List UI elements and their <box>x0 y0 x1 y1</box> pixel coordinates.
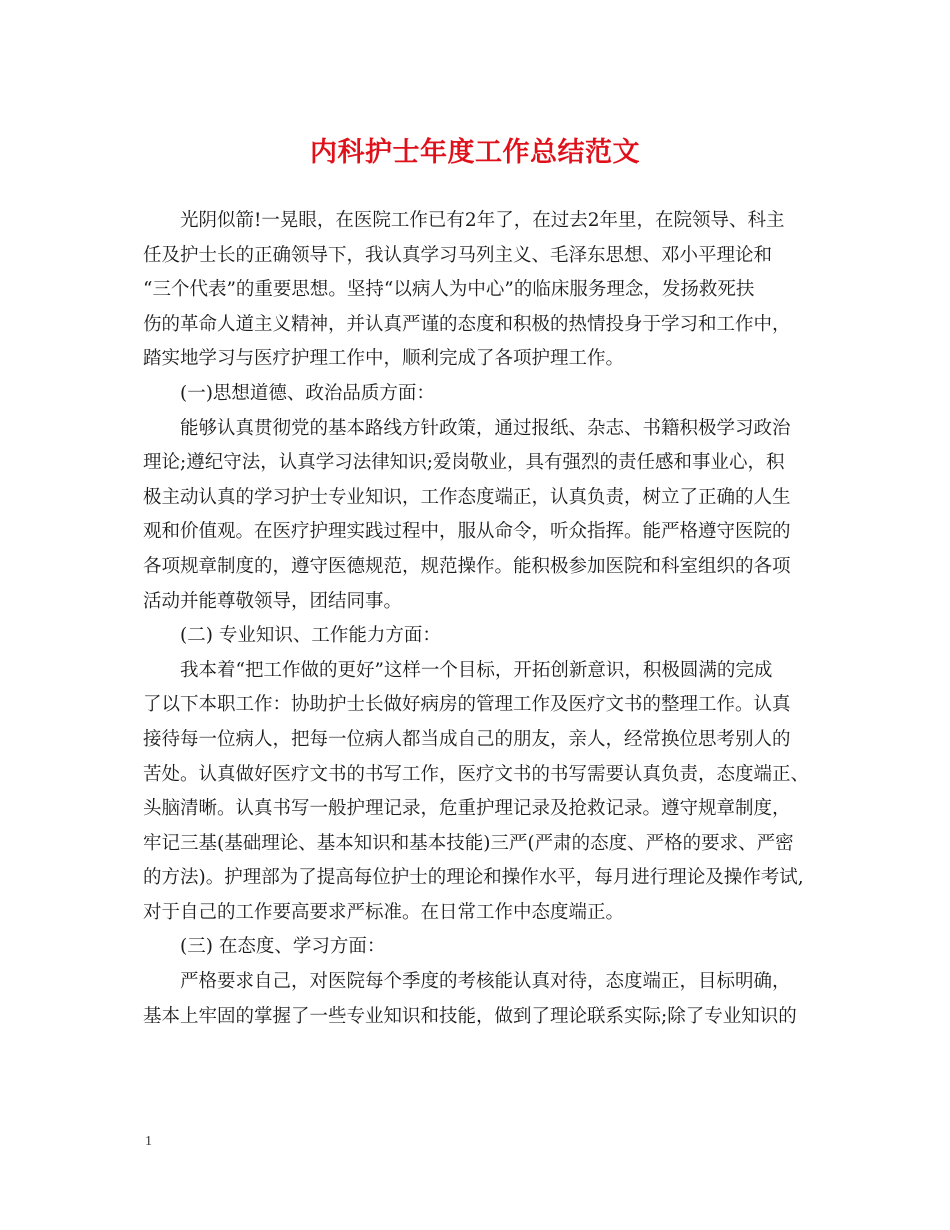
document-body <box>143 204 813 1034</box>
text-line: (一)思想道德、政治品质方面： <box>180 382 435 404</box>
text-line: 了以下本职工作：协助护士长做好病房的管理工作及医疗文书的整理工作。认真 <box>143 694 791 716</box>
document-title: 内科护士年度工作总结范文 <box>310 137 640 168</box>
text-line: 对于自己的工作要高要求严标准。在日常工作中态度端正。 <box>143 901 625 923</box>
text-line: 踏实地学习与医疗护理工作中，顺利完成了各项护理工作。 <box>143 348 625 370</box>
text-line: 苦处。认真做好医疗文书的书写工作，医疗文书的书写需要认真负责，态度端正、 <box>143 763 810 785</box>
text-line: 基本上牢固的掌握了一些专业知识和技能，做到了理论联系实际;除了专业知识的 <box>143 1005 797 1027</box>
text-line: 观和价值观。在医疗护理实践过程中，服从命令，听众指挥。能严格遵守医院的 <box>143 521 791 543</box>
text-line: 头脑清晰。认真书写一般护理记录，危重护理记录及抢救记录。遵守规章制度， <box>143 798 791 820</box>
text-line: “三个代表”的重要思想。坚持“以病人为中心”的临床服务理念，发扬救死扶 <box>143 279 755 301</box>
page-number: 1 <box>145 1134 152 1149</box>
text-line: 能够认真贯彻党的基本路线方针政策，通过报纸、杂志、书籍积极学习政治 <box>180 417 791 439</box>
text-line: 光阴似箭!一晃眼，在医院工作已有2年了，在过去2年里，在院领导、科主 <box>180 210 785 231</box>
text-line: 各项规章制度的，遵守医德规范，规范操作。能积极参加医院和科室组织的各项 <box>143 555 791 577</box>
text-line: 严格要求自己，对医院每个季度的考核能认真对待，态度端正，目标明确， <box>180 971 791 993</box>
text-line: 理论;遵纪守法，认真学习法律知识;爱岗敬业，具有强烈的责任感和事业心，积 <box>143 452 785 474</box>
text-line: 接待每一位病人，把每一位病人都当成自己的朋友，亲人，经常换位思考别人的 <box>143 728 791 750</box>
text-line: (二) 专业知识、工作能力方面： <box>180 625 441 647</box>
text-line: 牢记三基(基础理论、基本知识和基本技能)三严(严肃的态度、严格的要求、严密 <box>143 832 794 854</box>
text-line: 伤的革命人道主义精神，并认真严谨的态度和积极的热情投身于学习和工作中， <box>143 313 791 335</box>
text-line: 极主动认真的学习护士专业知识，工作态度端正，认真负责，树立了正确的人生 <box>143 486 791 508</box>
text-line: 任及护士长的正确领导下，我认真学习马列主义、毛泽东思想、邓小平理论和 <box>143 244 773 266</box>
text-line: 我本着“把工作做的更好”这样一个目标，开拓创新意识，积极圆满的完成 <box>180 659 773 681</box>
text-line: 的方法)。护理部为了提高每位护士的理论和操作水平，每月进行理论及操作考试, <box>143 867 804 889</box>
text-line: 活动并能尊敬领导，团结同事。 <box>143 590 403 612</box>
text-line: (三) 在态度、学习方面： <box>180 936 386 958</box>
